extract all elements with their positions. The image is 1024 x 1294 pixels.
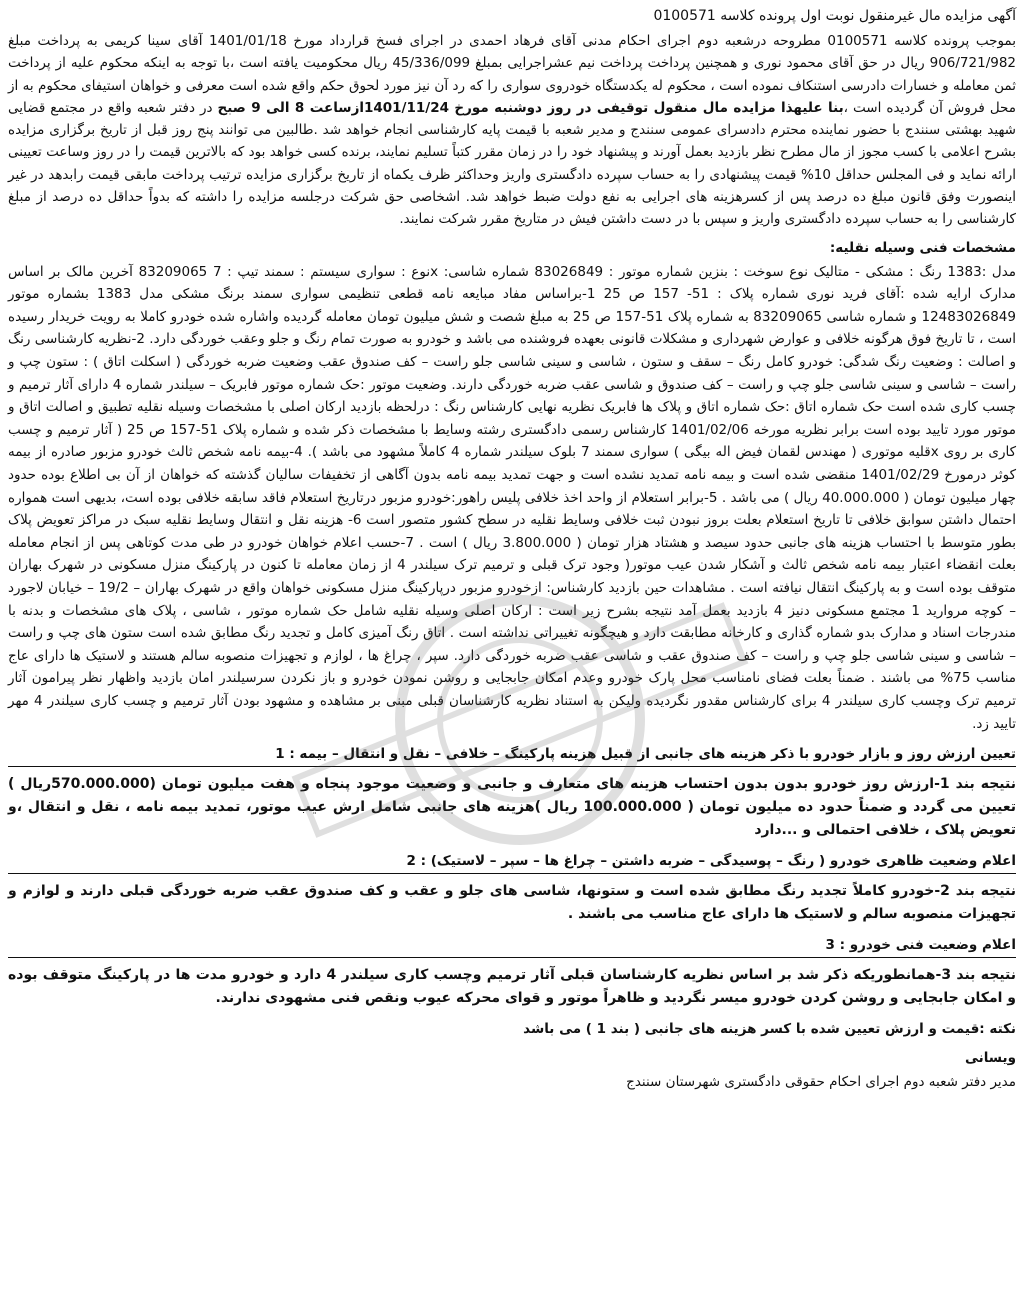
section-3-heading: اعلام وضعیت فنی خودرو : 3 bbox=[8, 934, 1016, 958]
intro-text-part1: بموجب پرونده کلاسه 0100571 مطروحه درشعبه دوم اجرای احکام مدنی آقای فرهاد احمدی در اجرای فسخ قرارداد مورخ 1401/01/18 آقای سینا کریمی به پرداخت مبلغ 906/721/982 ریال در حق آقای محمود نوری و همچنین پرداخت پرداخت نیم عشراجرایی بمبلغ 45/336/099 ریال محکومیت یافته است ،با توجه به اینکه محکوم علیه از پرداخت ثمن معامله و خسارات دادرسی استنکاف نموده است ، محکوم له یکدستگاه خودروی سواری را که رد آن نیز مورد لحوق حکم واقع شده است معرفی و خواهان استیفای محکوم به از محل فروش آن گردیده است ، bbox=[8, 33, 1017, 116]
section-1-heading: تعیین ارزش روز و بازار خودرو با ذکر هزینه های جانبی از قبیل هزینه پارکینگ – خلافی – نقل و انتقال – بیمه : 1 bbox=[8, 743, 1016, 767]
section-3-result: نتیجه بند 3-همانطوریکه ذکر شد بر اساس نظریه کارشناسان قبلی آثار ترمیم وچسب کاری سیلندر 4 دارد و خودرو مدت ها در پارکینگ متوقف بوده و امکان جابجایی و روشن کردن خودرو میسر نگردید و ظاهراً موتور و قوای محرکه عیوب ونقص فنی مشهودی ندارند. bbox=[8, 967, 1017, 1007]
intro-paragraph bbox=[8, 30, 1016, 231]
signer-name: ویسانی bbox=[965, 1050, 1016, 1067]
section-1-result: نتیجه بند 1-ارزش روز خودرو بدون بدون احتساب هزینه های متعارف و جانبی و وضعیت موجود پنجاه و هفت میلیون تومان (570.000.000ریال ) تعیین می گردد و ضمناً حدود ده میلیون تومان ( 100.000.000 ریال )هزینه های جانبی شامل ارش عیب موتور، تمدید بیمه نامه ، نقل و انتقال ،و تعویض پلاک ، خلافی احتمالی و ...دارد bbox=[8, 776, 1016, 839]
section-2-heading: اعلام وضعیت ظاهری خودرو ( رنگ – پوسیدگی – ضربه داشتن – چراغ ها – سپر – لاستیک) : 2 bbox=[8, 850, 1016, 874]
intro-text-part2: در دفتر شعبه واقع در مجتمع قضایی شهید بهشتی سنندج با حضور نماینده محترم دادسرای عمومی سنندج و مدیر شعبه با قیمت پایه کارشناسی انجام خواهد شد .طالبین می توانند پنج روز قبل از تاریخ برگزاری مزایده بشرح اعلامی با کسب مجوز از مال مطرح نظر بازدید بعمل آورند و پیشنهاد خود را در زمان مقرر کتباً تسلیم نمایند، برنده کسی خواهد بود که بالاترین قیمت را در روز وساعت تعیینی ارائه نماید و فی المجلس حداقل 10% قیمت پیشنهادی را به حساب سپرده دادگستری واریز وحداکثر ظرف یکماه از تاریخ برگزاری مزایده ترتیب پرداخت مابقی قیمت رابدهد در غیر اینصورت وفق قانون مبلغ ده درصد پس از کسرهزینه های اجرایی به نفع دولت ضبط خواهد شد. اشخاصی حق شرکت درجلسه مزایده را داشته که بدواً حداقل ده درصد از مبلغ کارشناسی را به حساب سپرده دادگستری واریز و سپس با در دست داشتن فیش در متاریخ مقرر شرکت نمایند. bbox=[8, 99, 1016, 228]
section-2-result: نتیجه بند 2-خودرو کاملاً تجدید رنگ مطابق شده است و ستونها، شاسی های جلو و عقب و کف صندوق عقب ضربه خوردگی قبلی دارند و لوازم و تجهیزات منصوبه سالم و لاستیک ها دارای عاج مناسب می باشند . bbox=[8, 883, 1016, 923]
specs-paragraph: مدل :1383 رنگ : مشکی - متالیک نوع سوخت : بنزین شماره موتور : 83026849 شماره شاسی: xنوع : سواری سیستم : سمند تیپ : 7 83209065 آخرین مالک بر اساس مدارک ارایه شده :آقای فرید نوری شماره پلاک : 51- 157 ص 25 1-براساس مفاد مبایعه نامه قطعی تنظیمی سواری سمند برنگ مشکی مدل 1383 بشماره موتور 12483026849 و شماره شاسی 83209065 به شماره پلاک 51-157 ص 25 به مبلغ شصت و شش میلیون تومان معامله گردیده واشاره شده خودرو کاملا به رویت خریدار رسیده است ، تا تاریخ فوق هرگونه خلافی و عوارض شهرداری و مشکلات قانونی بعهده فروشنده می باشد و خودرو به صورت تمام رنگ و جلو وعقب خوردگی دارد. 2-نظریه کارشناسی رنگ و اصالت : وضعیت رنگ شدگی: خودرو کامل رنگ – سقف و ستون ، شاسی و سینی شاسی جلو راست – کف صندوق عقب وضعیت ضربه خوردگی ( اسکلت اتاق ) : ستون چپ و راست – شاسی و سینی شاسی جلو چپ و راست – کف صندوق و شاسی عقب ضربه خوردگی دارند. وضعیت موتور :حک شماره موتور فابریک – سیلندر شماره 4 دارای آثار ترمیم و چسب کاری شده است حک شماره اتاق :حک شماره اتاق و پلاک ها فابریک نظریه نهایی کارشناس رنگ : درلحظه بازدید ارکان اصلی با مشخصات وسیله نقلیه تطبیق و اصالت اتاق و موتور مورد تایید بوده است برابر نظریه مورخه 1401/02/06 کارشناس رسمی دادگستری رشته وسایط با مشخصات ذکر شده و شماره پلاک 51-157 ص 25 ( آثار ترمیم و چسب کاری بر روی xقلیه موتوری ( مهندس لقمان فیض اله بیگی ) سواری سمند 7 بلوک سیلندر شماره 4 کاملاً مشهود می باشد ). 4-بیمه نامه شخص ثالث خودرو مزبور صادره از بیمه کوثر درمورخ 1401/02/29 منقضی شده است و بیمه نامه تمدید نشده است و جهت تمدید بیمه نامه بدون آگاهی از تخفیفات سالیان گذشته که خواهان از آن بی اطلاع بوده حدود چهار میلیون تومان ( 40.000.000 ریال ) می باشد . 5-برابر استعلام از واحد اخذ خلافی پلیس راهور:خودرو مزبور درتاریخ استعلام فاقد سابقه خلافی بوده است، بدیهی است همواره احتمال داشتن سوابق خلافی تا تاریخ استعلام بعلت بروز نبودن ثبت خلافی وسایط نقلیه در سطح کشور متصور است 6- هزینه نقل و انتقال وسایط نقلیه سبک در مراکز تعویض پلاک بطور متوسط با احتساب هزینه های جانبی حدود سیصد و هشتاد هزار تومان ( 3.800.000 ریال ) است . 7-حسب اعلام خواهان خودرو در طی مدت کوتاهی پس از انجام معامله بعلت انقضاء اعتبار بیمه نامه شخص ثالث و آشکار شدن عیب موتور( وجود ترک قبلی و ترمیم ترک سیلندر 4 از زمان معامله تا کنون در پارکینگ منزل مسکونی در شهرک بهاران متوقف بوده است و به پارکینگ انتقال نیافته است . مشاهدات حین بازدید کارشناس: ازخودرو مزبور درپارکینگ منزل مسکونی خواهان واقع در شهرک بهاران – 19/2 – خیابان لاجورد – کوچه مروارید 1 مجتمع مسکونی دنیز 4 بازدید بعمل آمد نتیجه بشرح زیر است : ارکان اصلی وسیله نقلیه شامل حک شماره موتور ، شاسی ، پلاک های مشخصات و بدنه با مندرجات اسناد و مدارک بدو شماره گذاری و کارخانه مطابقت دارد و هیچگونه تغییراتی نداشته است . اتاق رنگ آمیزی کامل و تجدید رنگ مطابق شده است ستون های چپ و راست – شاسی و سینی شاسی جلو چپ و راست – کف صندوق عقب و شاسی عقب ضربه خوردگی دارد. سپر ، چراغ ها ، لوازم و تجهیزات منصوبه سالم هستند و لاستیک ها دارای عاج مناسب 75% می باشند . ضمناً بعلت فضای نامناسب محل پارک خودرو وعدم امکان جابجایی و روشن نمودن خودرو و باز نکردن سرسیلندر امان بازدید واظهار نظر پیرامون آثار ترمیم ترک وچسب کاری سیلندر 4 برای کارشناس مقدور نگردیده ولیکن به استناد نظریه کارشناسان قبلی مبنی بر مشاهده و مشهود بودن آثار ترمیم و چسب کاری سیلندر 4 مهر تایید زد. bbox=[8, 263, 1017, 732]
notice-title: آگهی مزایده مال غیرمنقول نوبت اول پرونده کلاسه 0100571 bbox=[653, 8, 1016, 24]
signer-title: مدیر دفتر شعبه دوم اجرای احکام حقوقی دادگستری شهرستان سنندج bbox=[626, 1074, 1016, 1091]
auction-date-time: بنا علیهذا مزایده مال منقول توقیفی در روز دوشنبه مورخ 1401/11/24ازساعت 8 الی 9 صبح bbox=[217, 99, 844, 116]
specs-heading: مشخصات فنی وسیله نقلیه: bbox=[829, 239, 1016, 256]
price-note: نکته :قیمت و ارزش تعیین شده با کسر هزینه های جانبی ( بند 1 ) می باشد bbox=[523, 1021, 1016, 1038]
